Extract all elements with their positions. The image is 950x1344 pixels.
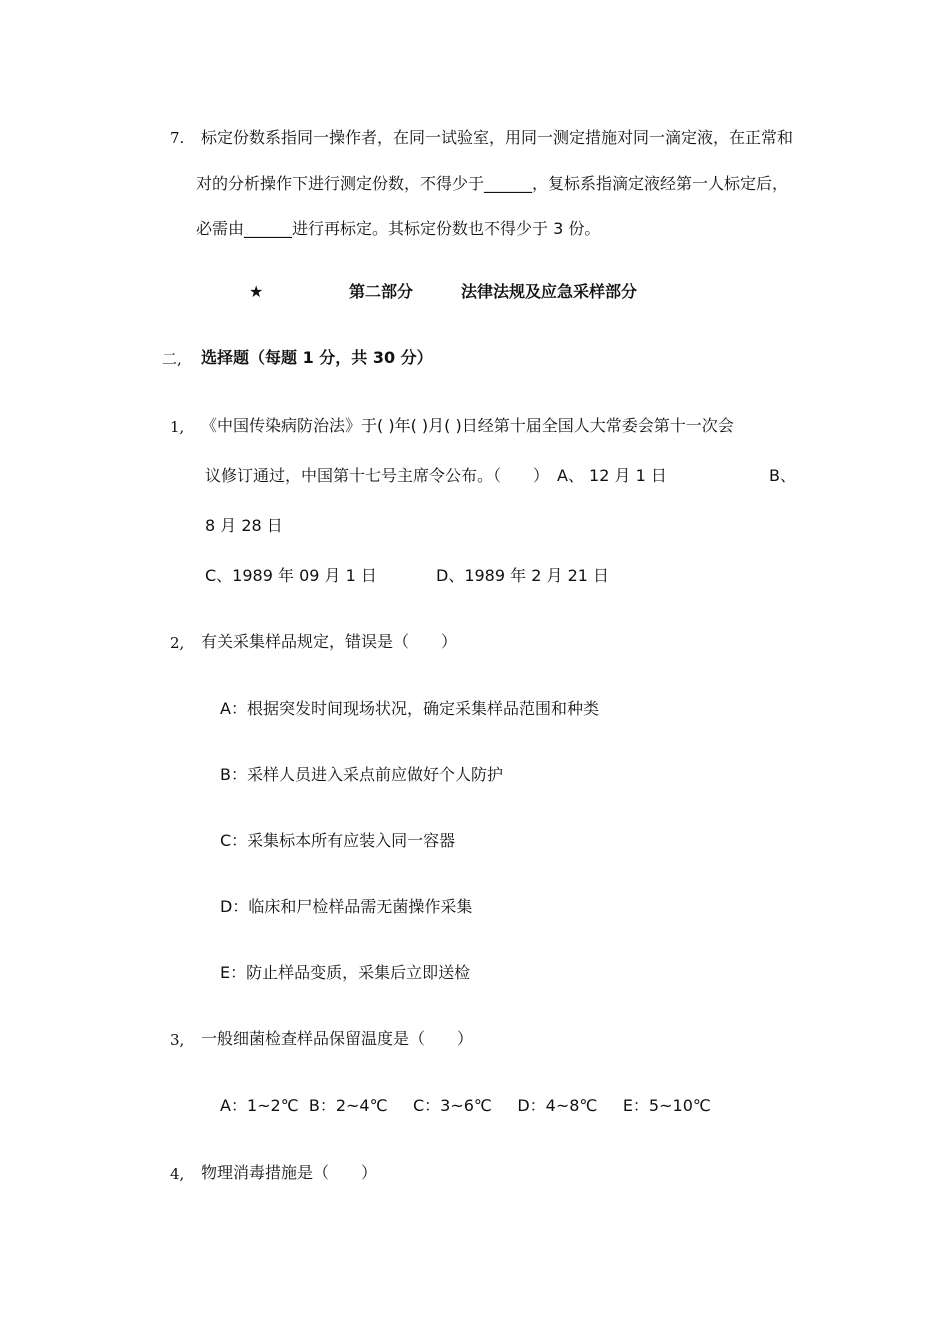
q3-options: A：1~2℃ B：2~4℃ C：3~6℃ D：4~8℃ E：5~10℃ — [220, 1096, 711, 1115]
section-title: 选择题（每题 1 分，共 30 分） — [201, 348, 433, 367]
part-label: 第二部分 — [349, 282, 414, 301]
q1-option-c: C、1989 年 09 月 1 日 — [205, 566, 377, 585]
q2-option-e: E：防止样品变质，采集后立即送检 — [220, 963, 471, 982]
q7-number: 7. — [170, 129, 185, 147]
q4-number: 4, — [170, 1165, 185, 1183]
q7-line-3: 必需由______进行再标定。其标定份数也不得少于 3 份。 — [196, 219, 601, 238]
q3-text: 一般细菌检查样品保留温度是（ ） — [201, 1029, 474, 1048]
q1-line-2: 议修订通过，中国第十七号主席令公布。（ ） A、 12 月 1 日 — [205, 466, 667, 485]
q7-line-1: 标定份数系指同一操作者，在同一试验室，用同一测定措施对同一滴定液，在正常和 — [201, 128, 794, 147]
q1-option-d: D、1989 年 2 月 21 日 — [436, 566, 610, 585]
q1-number: 1, — [170, 418, 185, 436]
q1-option-b-text: 8 月 28 日 — [205, 516, 283, 535]
q2-option-c: C：采集标本所有应装入同一容器 — [220, 831, 456, 850]
section-number: 二, — [162, 350, 182, 368]
q2-number: 2, — [170, 634, 185, 652]
q3-number: 3, — [170, 1031, 185, 1049]
star-icon: ★ — [249, 282, 264, 301]
q2-option-b: B：采样人员进入采点前应做好个人防护 — [220, 765, 503, 784]
q1-option-b-label: B、 — [769, 466, 796, 485]
part-title: 法律法规及应急采样部分 — [461, 282, 638, 301]
q1-line-1: 《中国传染病防治法》于( )年( )月( )日经第十届全国人大常委会第十一次会 — [201, 416, 734, 435]
q7-line-2: 对的分析操作下进行测定份数，不得少于______，复标系指滴定液经第一人标定后， — [196, 174, 789, 193]
q2-option-d: D：临床和尸检样品需无菌操作采集 — [220, 897, 473, 916]
q2-text: 有关采集样品规定，错误是（ ） — [201, 632, 458, 651]
q2-option-a: A：根据突发时间现场状况，确定采集样品范围和种类 — [220, 699, 599, 718]
q4-text: 物理消毒措施是（ ） — [201, 1163, 378, 1182]
